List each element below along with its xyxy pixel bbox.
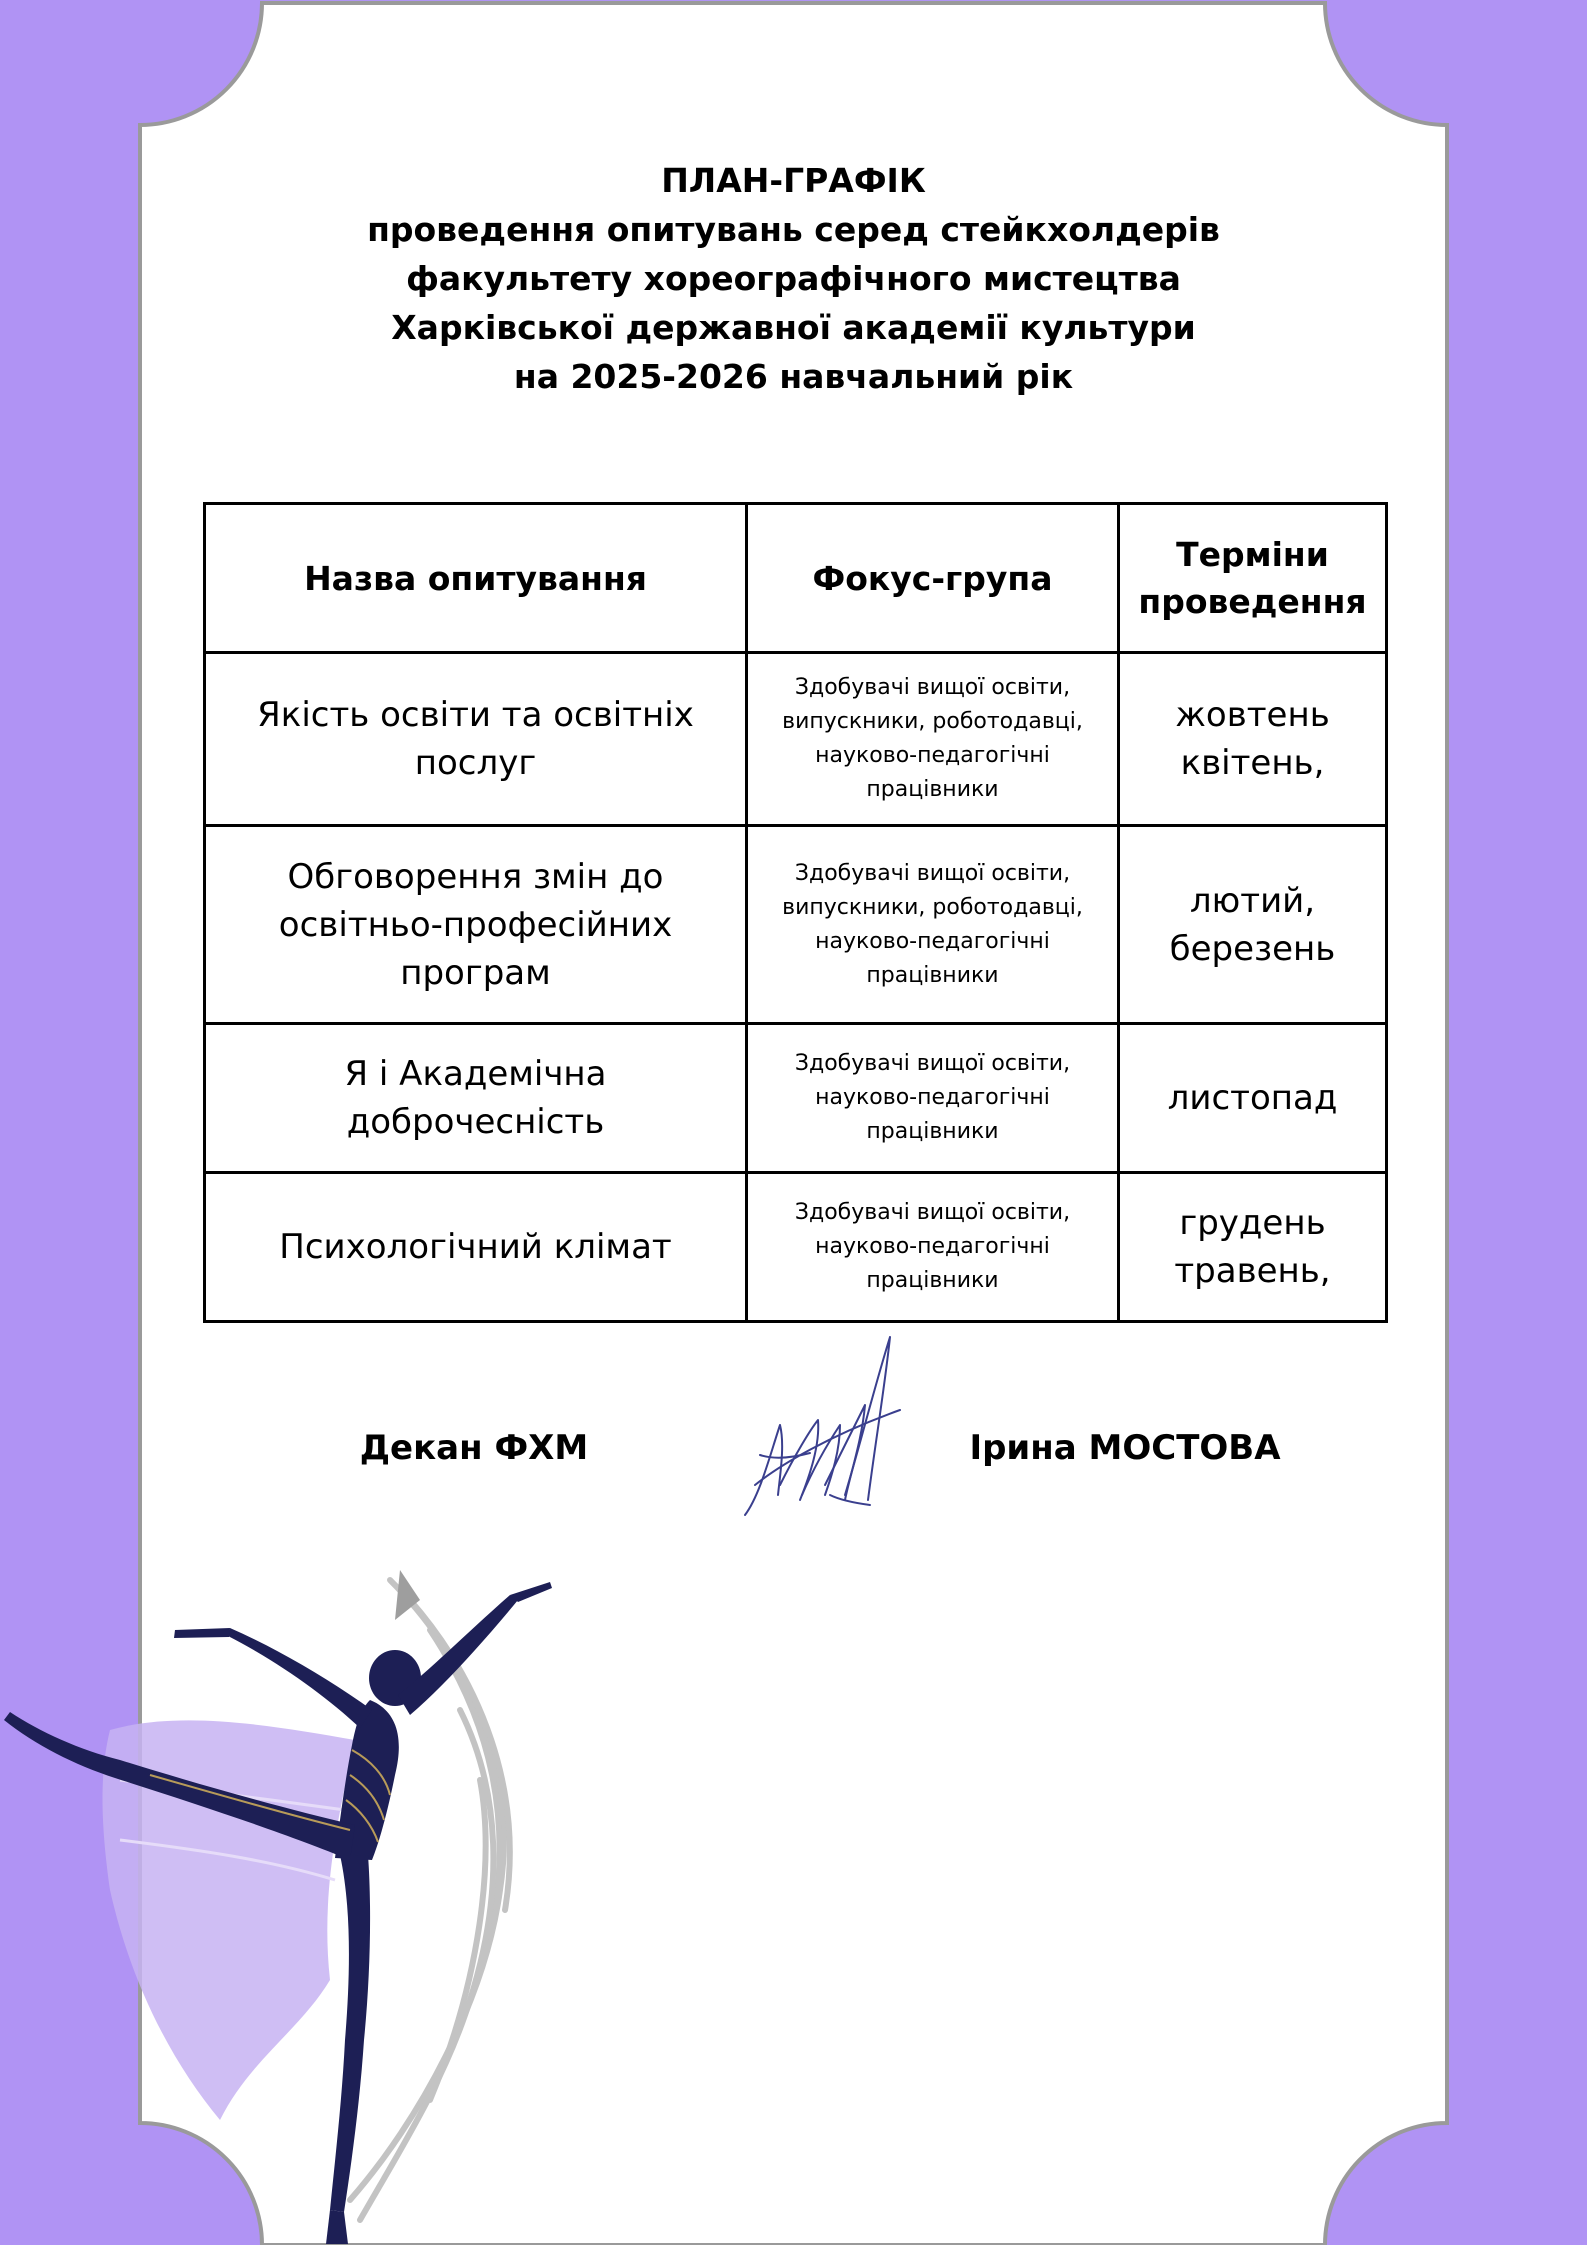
terms-cell — [1119, 1024, 1387, 1173]
cell-line: науково-педагогічні — [815, 743, 1050, 768]
survey-schedule-table — [203, 502, 1388, 1323]
cell-line: випускники, роботодавці, — [782, 709, 1083, 734]
ballerina-illustration — [0, 1560, 600, 2245]
table-header-row — [205, 504, 1387, 653]
terms-cell — [1119, 1173, 1387, 1322]
cell-line: науково-педагогічні — [815, 1085, 1050, 1110]
cell-line: Здобувачі вищої освіти, — [794, 1200, 1071, 1225]
focus-group-cell — [747, 826, 1119, 1024]
cell-line: Якість освіти та освітніх — [257, 695, 694, 735]
cell-line: програм — [400, 952, 551, 993]
document-title — [200, 156, 1387, 401]
cell-line: випускники, роботодавці, — [782, 894, 1083, 920]
cell-line: листопад — [1167, 1078, 1338, 1118]
cell-line: працівники — [866, 962, 999, 988]
cell-line: березень — [1169, 928, 1336, 969]
focus-group-cell — [747, 1024, 1119, 1173]
table-row — [205, 1024, 1387, 1173]
cell-line: лютий, — [1189, 880, 1316, 921]
survey-name-cell — [205, 826, 747, 1024]
cell-line: Здобувачі вищої освіти, — [794, 860, 1071, 886]
cell-line: грудень — [1179, 1203, 1326, 1243]
table-row — [205, 826, 1387, 1024]
survey-name-cell — [205, 653, 747, 826]
cell-line: освітньо-професійних — [278, 904, 673, 945]
cell-line: Я і Академічна доброчесність — [344, 1054, 607, 1142]
cell-line: Здобувачі вищої освіти, — [794, 675, 1071, 700]
cell-line: жовтень — [1175, 695, 1330, 735]
table-row — [205, 1173, 1387, 1322]
cell-line: квітень, — [1180, 743, 1325, 783]
cell-line: Обговорення змін до — [287, 856, 664, 897]
focus-group-cell — [747, 1173, 1119, 1322]
header-focus-group: Фокус-група — [747, 504, 1119, 653]
cell-line: Психологічний клімат — [279, 1227, 672, 1267]
table-row — [205, 653, 1387, 826]
cell-line: працівники — [866, 1268, 999, 1293]
terms-cell — [1119, 826, 1387, 1024]
header-survey-name: Назва опитування — [205, 504, 747, 653]
cell-line: науково-педагогічні — [815, 1234, 1050, 1259]
title-line: Харківської державної академії культури — [391, 308, 1196, 347]
title-line: на 2025-2026 навчальний рік — [513, 357, 1074, 396]
terms-cell — [1119, 653, 1387, 826]
title-line: ПЛАН-ГРАФІК — [661, 161, 926, 200]
signer-name: Ірина МОСТОВА — [969, 1428, 1281, 1468]
cell-line: Здобувачі вищої освіти, — [794, 1051, 1071, 1076]
cell-line: травень, — [1174, 1251, 1331, 1291]
handwritten-signature-icon — [740, 1335, 910, 1520]
header-terms — [1119, 504, 1387, 653]
cell-line: послуг — [414, 743, 537, 783]
cell-line: науково-педагогічні — [815, 928, 1050, 954]
focus-group-cell — [747, 653, 1119, 826]
header-terms-line: Терміни — [1176, 535, 1329, 574]
survey-name-cell — [205, 1173, 747, 1322]
signer-role: Декан ФХМ — [359, 1428, 589, 1468]
cell-line: працівники — [866, 777, 999, 802]
title-line: проведення опитувань серед стейкхолдерів — [367, 210, 1220, 249]
survey-name-cell — [205, 1024, 747, 1173]
cell-line: працівники — [866, 1119, 999, 1144]
header-terms-line: проведення — [1138, 582, 1367, 621]
title-line: факультету хореографічного мистецтва — [406, 259, 1181, 298]
